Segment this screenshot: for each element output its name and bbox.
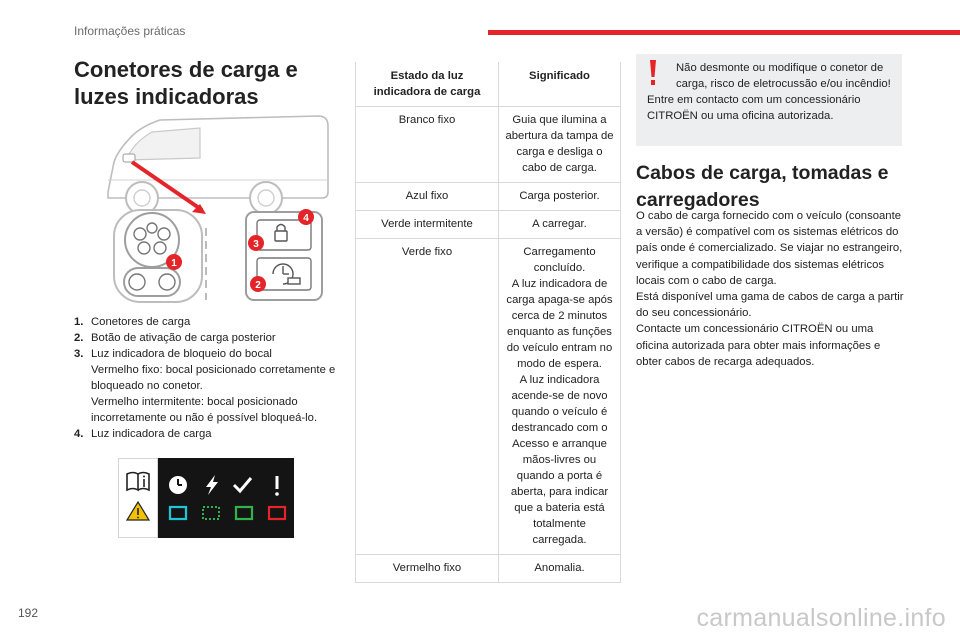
header-accent-bar [488,30,960,35]
callout-3-label: 3 [253,239,259,250]
green-indicator-square [236,507,252,519]
checkmark-icon [234,478,251,491]
cables-paragraph-3: Contacte um concessionário CITROËN ou uma oficina autorizada para obter mais informações e obter cabos de recarga adequados. [636,323,881,368]
page-number: 192 [18,606,39,620]
warning-contact-text: Entre em contacto com um concessionário CITROËN ou uma oficina autorizada. [647,94,861,122]
table-header-status: Estado da luz indicadora de carga [356,62,499,107]
indicator-status-table [355,62,621,583]
section-title-connectors: Conetores de carga e luzes indicadoras [74,57,298,109]
cables-paragraph-1: O cabo de carga fornecido com o veículo (consoante a versão) é compatível com os sistemas elétricos do país onde é comercializado. Se viajar no estrangeiro, verifique a compatibilidade dos sistemas elétricos locais com o cabo de carga. [636,210,903,287]
running-header: Informações práticas [74,24,186,38]
lightning-icon [206,475,218,495]
table-row: Branco fixo Guia que ilumina a abertura da tampa de carga e desliga o cabo de carga. [356,107,621,183]
callout-2-label: 2 [255,280,261,291]
table-header-row [356,62,621,107]
legend-item-1: 1. Conetores de carga [74,316,191,328]
red-indicator-square [269,507,285,519]
cables-body [636,208,906,370]
table-row: Verde intermitente A carregar. [356,211,621,239]
table-row: Verde fixo Carregamento concluído. A luz indicadora de carga apaga-se após cerca de 2 minutos enquanto as funções do veículo entram no modo de espera. A luz indicadora acende-se de novo quando o veículo é destrancado com o Acesso e arranque mãos-livres ou quando a porta é aberta, para indicar que a bateria está totalmente carregada. [356,239,621,555]
warning-triangle-icon [127,502,149,520]
warning-box [636,54,902,146]
exclamation-warning-icon [648,60,658,86]
callout-4-label: 4 [303,213,309,224]
watermark-text: carmanualsonline.info [696,604,946,632]
legend-item-2: 2. Botão de ativação de carga posterior [74,332,276,344]
warning-text: Não desmonte ou modifique o conetor de carga, risco de eletrocussão e/ou incêndio! [676,62,891,90]
table-header-meaning: Significado [499,62,621,107]
cables-paragraph-2: Está disponível uma gama de cabos de carga a partir do seu concessionário. [636,291,904,320]
legend-item-4: 4. Luz indicadora de carga [74,428,212,440]
cyan-indicator-square [170,507,186,519]
charge-indicator-panel [118,458,294,538]
table-row: Vermelho fixo Anomalia. [356,555,621,583]
van-charging-figure [96,110,336,310]
clock-icon [169,476,187,494]
callout-1-label: 1 [171,258,177,269]
exclamation-icon [275,476,279,496]
table-row: Azul fixo Carga posterior. [356,183,621,211]
component-legend-list [74,314,346,442]
section-title-cables: Cabos de carga, tomadas e carregadores [636,162,889,211]
green-dotted-indicator-square [203,507,219,519]
manual-info-icon [127,473,149,491]
legend-item-3: 3. Luz indicadora de bloqueio do bocal Vermelho fixo: bocal posicionado corretamente e bloqueado no conetor. Vermelho intermitente: bocal posicionado incorretamente ou não é possível bloqueá-lo. [74,348,336,424]
